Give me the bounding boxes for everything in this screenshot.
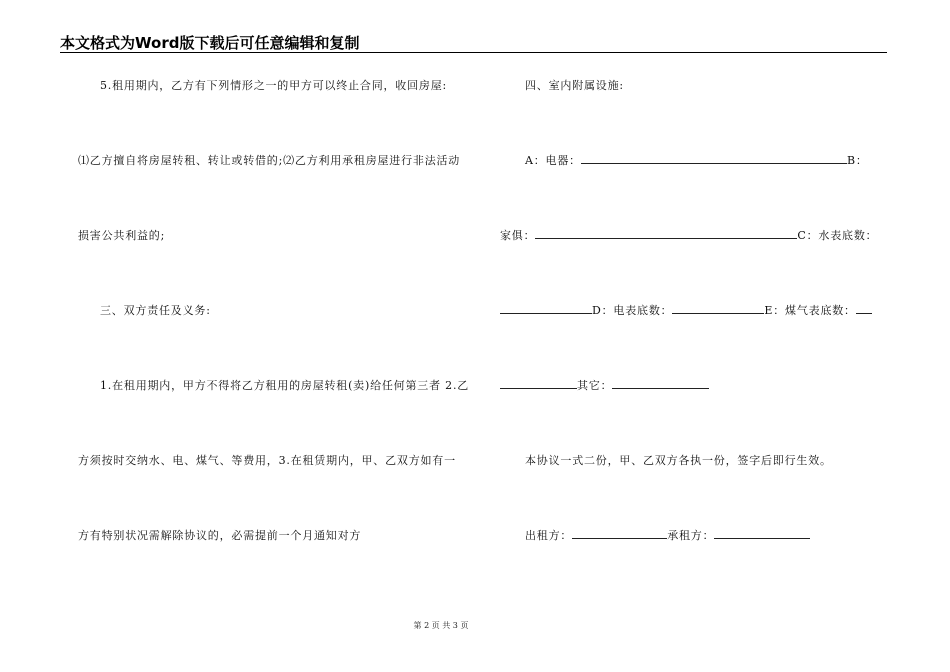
clause-line: 方有特别状况需解除协议的，必需提前一个月通知对方 (78, 529, 362, 542)
lessor-label: 出租方： (525, 529, 573, 542)
gas-meter-blank (856, 302, 872, 314)
lessee-label: 承租方： (667, 529, 715, 542)
clause-line: ⑴乙方擅自将房屋转租、转让或转借的;⑵乙方利用承租房屋进行非法活动 (78, 154, 461, 167)
electric-meter-label: D：电表底数： (592, 304, 673, 317)
facility-row-other (500, 348, 886, 423)
clause-line: 1.在租用期内，甲方不得将乙方租用的房屋转租(卖)给任何第三者 2.乙 (100, 379, 470, 392)
section-heading-responsibilities: 三、双方责任及义务: (100, 304, 211, 317)
page-number-footer: 第 2 页 共 3 页 (413, 621, 469, 630)
facility-row-furniture (500, 198, 886, 273)
gas-meter-blank-continued (500, 377, 577, 389)
water-meter-label: C：水表底数： (797, 229, 878, 242)
right-column (500, 48, 886, 573)
facility-row-meters (500, 273, 886, 348)
agreement-copies-statement: 本协议一式二份，甲、乙双方各执一份，签字后即行生效。 (525, 454, 832, 467)
furniture-blank (535, 227, 797, 239)
signature-row (500, 498, 886, 573)
other-blank (612, 377, 709, 389)
gas-meter-label: E：煤气表底数： (764, 304, 856, 317)
lessee-signature-blank (714, 527, 810, 539)
clause-termination-conditions: 5.租用期内，乙方有下列情形之一的甲方可以终止合同，收回房屋: (100, 79, 447, 92)
appliances-blank (581, 152, 847, 164)
item-b-label: B： (846, 154, 868, 167)
water-meter-blank (500, 302, 592, 314)
furniture-label: 家俱： (500, 229, 536, 242)
clause-line: 损害公共利益的; (78, 229, 166, 242)
left-column (78, 48, 470, 573)
appliances-label: A：电器： (525, 154, 581, 167)
section-heading-facilities: 四、室内附属设施: (525, 79, 624, 92)
document-header-title: 本文格式为Word版下载后可任意编辑和复制 (60, 34, 360, 52)
other-label: 其它： (577, 379, 613, 392)
facility-row-appliances (500, 123, 886, 198)
electric-meter-blank (672, 302, 764, 314)
clause-line: 方须按时交纳水、电、煤气、等费用，3.在租赁期内，甲、乙双方如有一 (78, 454, 456, 467)
lessor-signature-blank (572, 527, 667, 539)
